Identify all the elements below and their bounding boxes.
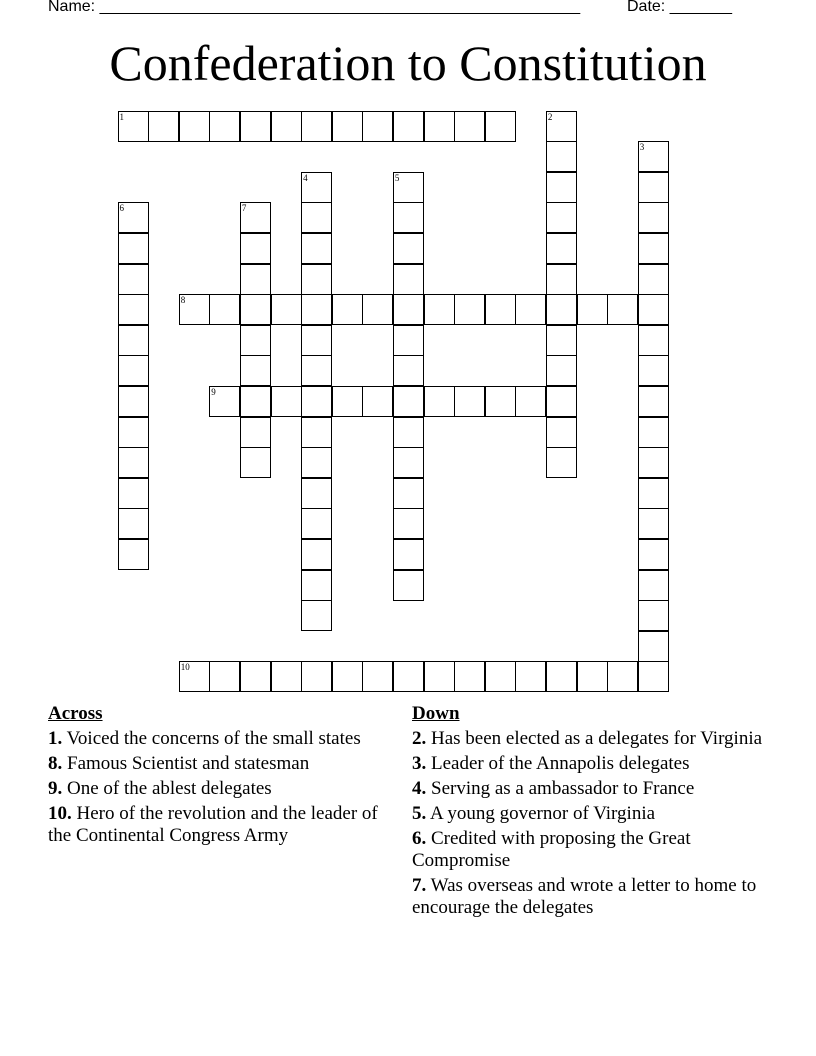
clue-across-9 [48, 778, 378, 800]
date-line[interactable]: Date: _______ [627, 0, 732, 15]
grid-cell[interactable] [332, 294, 363, 325]
grid-cell[interactable] [577, 661, 608, 692]
cell-number: 8 [180, 295, 186, 306]
grid-cell[interactable] [301, 478, 332, 509]
grid-cell[interactable] [638, 141, 669, 172]
grid-cell[interactable] [546, 172, 577, 203]
grid-cell[interactable] [393, 447, 424, 478]
clue-down-4 [412, 778, 772, 800]
grid-cell[interactable] [118, 355, 149, 386]
grid-cell[interactable] [301, 600, 332, 631]
grid-cell[interactable] [546, 325, 577, 356]
grid-cell[interactable] [209, 111, 240, 142]
grid-cell[interactable] [209, 294, 240, 325]
grid-cell[interactable] [515, 386, 546, 417]
clue-number: 7. [412, 875, 427, 896]
down-heading: Down [412, 703, 460, 724]
cell-number: 3 [639, 142, 645, 153]
grid-cell[interactable] [393, 325, 424, 356]
clue-down-7 [412, 875, 772, 919]
grid-cell[interactable] [362, 111, 393, 142]
grid-cell[interactable] [393, 355, 424, 386]
grid-cell[interactable] [638, 233, 669, 264]
clue-text: Leader of the Annapolis delegates [426, 753, 690, 774]
clue-number: 2. [412, 728, 427, 749]
grid-cell[interactable] [393, 539, 424, 570]
grid-cell[interactable] [240, 233, 271, 264]
grid-cell[interactable] [393, 508, 424, 539]
grid-cell[interactable] [118, 294, 149, 325]
grid-cell[interactable] [240, 294, 271, 325]
grid-cell[interactable] [240, 325, 271, 356]
clue-text: A young governor of Virginia [426, 803, 656, 824]
clue-number: 3. [412, 753, 427, 774]
grid-cell[interactable] [515, 661, 546, 692]
clue-text: Credited with proposing the Great Compromise [412, 828, 691, 871]
grid-cell[interactable] [301, 202, 332, 233]
cell-number: 5 [394, 172, 400, 183]
grid-cell[interactable] [301, 111, 332, 142]
grid-cell[interactable] [546, 111, 577, 142]
grid-cell[interactable] [332, 661, 363, 692]
grid-cell[interactable] [546, 264, 577, 295]
grid-cell[interactable] [546, 141, 577, 172]
clue-text: Hero of the revolution and the leader of the Continental Congress Army [48, 803, 378, 846]
grid-cell[interactable] [118, 539, 149, 570]
page-title: Confederation to Constitution [109, 35, 707, 91]
grid-cell[interactable] [638, 661, 669, 692]
clue-number: 6. [412, 828, 427, 849]
grid-cell[interactable] [577, 294, 608, 325]
grid-cell[interactable] [454, 386, 485, 417]
grid-cell[interactable] [332, 111, 363, 142]
clue-text: Famous Scientist and statesman [62, 753, 310, 774]
cell-number: 4 [303, 172, 308, 183]
grid-cell[interactable] [454, 111, 485, 142]
grid-cell[interactable] [485, 386, 516, 417]
across-heading: Across [48, 703, 103, 724]
cell-number: 2 [547, 111, 553, 122]
clue-down-3 [412, 753, 772, 775]
grid-cell[interactable] [118, 447, 149, 478]
grid-cell[interactable] [393, 417, 424, 448]
clue-down-5 [412, 803, 772, 825]
grid-cell[interactable] [301, 355, 332, 386]
clue-number: 4. [412, 778, 427, 799]
clue-down-2 [412, 728, 772, 750]
cell-number: 7 [241, 203, 247, 214]
grid-cell[interactable] [546, 386, 577, 417]
grid-cell[interactable] [301, 294, 332, 325]
grid-cell[interactable] [607, 294, 638, 325]
grid-cell[interactable] [638, 172, 669, 203]
clue-text: Was overseas and wrote a letter to home to encourage the delegates [412, 875, 757, 918]
grid-cell[interactable] [638, 508, 669, 539]
grid-cell[interactable] [638, 570, 669, 601]
grid-cell[interactable] [424, 294, 455, 325]
grid-cell[interactable] [301, 661, 332, 692]
grid-cell[interactable] [485, 294, 516, 325]
grid-cell[interactable] [638, 539, 669, 570]
clue-number: 5. [412, 803, 427, 824]
grid-cell[interactable] [179, 661, 210, 692]
grid-cell[interactable] [546, 417, 577, 448]
grid-cell[interactable] [301, 325, 332, 356]
grid-cell[interactable] [301, 264, 332, 295]
clue-across-8 [48, 753, 378, 775]
grid-cell[interactable] [546, 447, 577, 478]
grid-cell[interactable] [118, 233, 149, 264]
clue-text: Voiced the concerns of the small states [62, 728, 361, 749]
grid-cell[interactable] [638, 202, 669, 233]
grid-cell[interactable] [638, 294, 669, 325]
grid-cell[interactable] [240, 111, 271, 142]
grid-cell[interactable] [301, 386, 332, 417]
grid-cell[interactable] [301, 570, 332, 601]
grid-cell[interactable] [393, 202, 424, 233]
grid-cell[interactable] [209, 661, 240, 692]
grid-cell[interactable] [240, 661, 271, 692]
grid-cell[interactable] [546, 294, 577, 325]
clue-across-1 [48, 728, 378, 750]
grid-cell[interactable] [118, 325, 149, 356]
grid-cell[interactable] [638, 386, 669, 417]
grid-cell[interactable] [332, 386, 363, 417]
grid-cell[interactable] [638, 447, 669, 478]
clue-down-6 [412, 828, 772, 872]
grid-cell[interactable] [424, 111, 455, 142]
cell-number: 6 [119, 203, 124, 214]
grid-cell[interactable] [301, 233, 332, 264]
grid-cell[interactable] [454, 661, 485, 692]
cell-number: 9 [211, 386, 216, 397]
grid-cell[interactable] [118, 264, 149, 295]
grid-cell[interactable] [118, 111, 149, 142]
grid-cell[interactable] [393, 386, 424, 417]
grid-cell[interactable] [638, 264, 669, 295]
grid-cell[interactable] [118, 386, 149, 417]
grid-cell[interactable] [301, 508, 332, 539]
clue-number: 9. [48, 778, 63, 799]
grid-cell[interactable] [301, 172, 332, 203]
grid-cell[interactable] [454, 294, 485, 325]
grid-cell[interactable] [638, 417, 669, 448]
grid-cell[interactable] [362, 294, 393, 325]
grid-cell[interactable] [362, 661, 393, 692]
grid-cell[interactable] [393, 661, 424, 692]
grid-cell[interactable] [546, 355, 577, 386]
grid-cell[interactable] [240, 386, 271, 417]
grid-cell[interactable] [485, 661, 516, 692]
grid-cell[interactable] [240, 447, 271, 478]
grid-cell[interactable] [240, 264, 271, 295]
grid-cell[interactable] [240, 355, 271, 386]
grid-cell[interactable] [485, 111, 516, 142]
worksheet-header [0, 0, 816, 20]
clue-text: One of the ablest delegates [62, 778, 272, 799]
down-clues [412, 703, 772, 922]
grid-cell[interactable] [240, 202, 271, 233]
grid-cell[interactable] [118, 417, 149, 448]
clue-text: Serving as a ambassador to France [426, 778, 695, 799]
grid-cell[interactable] [301, 447, 332, 478]
across-clues [48, 703, 378, 850]
grid-cell[interactable] [546, 233, 577, 264]
grid-cell[interactable] [271, 111, 302, 142]
grid-cell[interactable] [424, 661, 455, 692]
grid-cell[interactable] [515, 294, 546, 325]
grid-cell[interactable] [393, 111, 424, 142]
clue-number: 1. [48, 728, 63, 749]
grid-cell[interactable] [118, 508, 149, 539]
grid-cell[interactable] [271, 661, 302, 692]
grid-cell[interactable] [148, 111, 179, 142]
clue-number: 10. [48, 803, 72, 824]
grid-cell[interactable] [424, 386, 455, 417]
grid-cell[interactable] [118, 202, 149, 233]
grid-cell[interactable] [546, 661, 577, 692]
cell-number: 10 [180, 662, 190, 673]
grid-cell[interactable] [271, 386, 302, 417]
grid-cell[interactable] [393, 478, 424, 509]
grid-cell[interactable] [393, 570, 424, 601]
grid-cell[interactable] [546, 202, 577, 233]
grid-cell[interactable] [393, 233, 424, 264]
clue-number: 8. [48, 753, 63, 774]
grid-cell[interactable] [393, 264, 424, 295]
clue-text: Has been elected as a delegates for Virginia [426, 728, 763, 749]
grid-cell[interactable] [271, 294, 302, 325]
cell-number: 1 [119, 111, 124, 122]
name-line[interactable]: Name: ______________________________________________________ [48, 0, 581, 15]
grid-cell[interactable] [607, 661, 638, 692]
clue-across-10 [48, 803, 378, 847]
grid-cell[interactable] [118, 478, 149, 509]
grid-cell[interactable] [301, 539, 332, 570]
grid-cell[interactable] [638, 600, 669, 631]
grid-cell[interactable] [301, 417, 332, 448]
grid-cell[interactable] [638, 325, 669, 356]
grid-cell[interactable] [179, 294, 210, 325]
grid-cell[interactable] [209, 386, 240, 417]
grid-cell[interactable] [393, 172, 424, 203]
grid-cell[interactable] [240, 417, 271, 448]
grid-cell[interactable] [393, 294, 424, 325]
grid-cell[interactable] [638, 631, 669, 662]
grid-cell[interactable] [638, 478, 669, 509]
grid-cell[interactable] [362, 386, 393, 417]
grid-cell[interactable] [179, 111, 210, 142]
grid-cell[interactable] [638, 355, 669, 386]
